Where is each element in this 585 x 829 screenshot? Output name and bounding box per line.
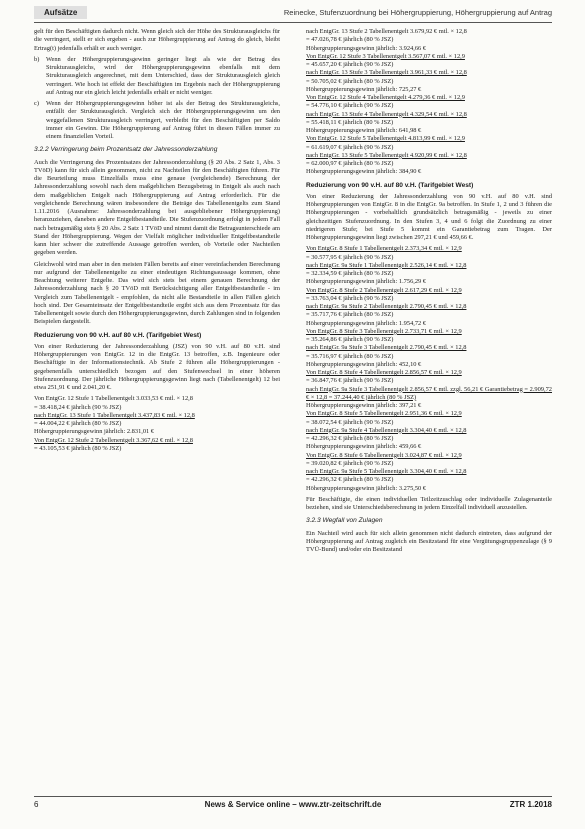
calculation-line: nach EntgGr. 9a Stufe 2 Tabellenentgelt 2.790,45 € mtl. × 12,8 <box>306 303 467 310</box>
calculation-line: nach EntgGr. 13 Stufe 1 Tabellenentgelt 3.437,83 € mtl. × 12,8 <box>34 411 195 419</box>
list-marker: b) <box>34 55 40 63</box>
list-marker: c) <box>34 100 39 107</box>
page-header <box>34 6 552 22</box>
calculation-line: = 39.020,82 € jährlich (90 % JSZ) <box>306 459 394 467</box>
calculation-line: = 42.296,32 € jährlich (80 % JSZ) <box>306 435 394 442</box>
calculation-line: Von EntgGr. 8 Stufe 2 Tabellenentgelt 2.617,29 € mtl. × 12,9 <box>306 286 462 294</box>
subsection-heading: 3.2.2 Verringerung beim Prozentsatz der Jahressonderzahlung <box>34 146 218 154</box>
calculation-line: = 62.000,97 € jährlich (80 % JSZ) <box>306 160 394 167</box>
calculation-line: Höhergruppierungsgewinn jährlich: 2.831,01 € <box>34 428 155 436</box>
calculation-line: = 32.334,59 € jährlich (80 % JSZ) <box>306 270 394 277</box>
calculation-line: Von EntgGr. 12 Stufe 5 Tabellenentgelt 4.813,99 € mtl. × 12,9 <box>306 135 465 143</box>
calculation-line: = 43.105,53 € jährlich (80 % JSZ) <box>34 444 122 452</box>
calculation-line: = 35.717,76 € jährlich (80 % JSZ) <box>306 311 394 319</box>
calculation-block <box>306 245 552 493</box>
footer-rule <box>34 796 552 797</box>
calculation-line: nach EntgGr. 13 Stufe 5 Tabellenentgelt 4.920,99 € mtl. × 12,8 <box>306 151 467 159</box>
calculation-line: Höhergruppierungsgewinn jährlich: 1.756,29 € <box>306 278 427 286</box>
calculation-line: nach EntgGr. 13 Stufe 3 Tabellenentgelt 3.961,33 € mtl. × 12,8 <box>306 69 467 77</box>
calculation-line: Höhergruppierungsgewinn jährlich: 452,10 € <box>306 360 422 368</box>
subsection-heading: 3.2.3 Wegfall von Zulagen <box>306 517 383 525</box>
calculation-line: Von EntgGr. 8 Stufe 5 Tabellenentgelt 2.951,36 € mtl. × 12,9 <box>306 410 462 418</box>
paragraph: Von einer Reduzierung der Jahressonderzahlung von 90 v.H. auf 80 v.H. sind Höhergruppierungen von EntgGr. 8 in die EntgGr. 9a betroffen. In Stufe 1, 2 und 3 führen die Höhergruppierungen - vorbehaltlich grundsätzlich betragsmäßig - jeweils zu einer gleichzeitigen Stufenzuordnung. In den Stufen 3, 4 und 6 folgt die Zuordnung zu einer niedrigeren Stufe; bei Stufe 5 kommt ein Garantiebetrag zum Tragen. Der Höhergruppierungsgewinn liegt zwischen 297,21 € und 459,66 €. <box>306 192 552 241</box>
calculation-line: nach EntgGr. 9a Stufe 3 Tabellenentgelt 2.790,45 € mtl. × 12,8 <box>306 344 467 352</box>
calculation-line: = 50.705,02 € jährlich (80 % JSZ) <box>306 77 394 85</box>
calculation-line: nach EntgGr. 9a Stufe 1 Tabellenentgelt 2.526,14 € mtl. × 12,8 <box>306 261 467 269</box>
calculation-line: = 33.763,04 € jährlich (90 % JSZ) <box>306 294 394 302</box>
calculation-line: = 54.776,10 € jährlich (90 % JSZ) <box>306 102 394 110</box>
paragraph: Für Beschäftigte, die einen individuellen Teilzeitzuschlag oder individuelle Zulagenanteile beziehen, sind sie Unterschiedsberechnung in jedem Einzelfall individuell anzustellen. <box>306 495 552 511</box>
paragraph: Auch die Verringerung des Prozentsatzes der Jahressonderzahlung (§ 20 Abs. 2 Satz 1, Abs. 3 TVöD) kann für sich allein genommen, nicht zu Nachteilen für den Beschäftigten führen. Für die Beurteilung muss Einzelfalls muss eine genaue (vergleichende) Berechnung der Jahressonderzahlung sowohl nach dem maßgeblichen Bezugsbetrag in Entgelt als auch nach dem maßgeblichen Entgelt nach Höhergruppierung auf Antrag erforderlich. Für die vergleichende Berechnung wären insbesondere die Beträge des Tabellenentgelts zum Stand 1.11.2016 (Ausnahme: Jahressonderzahlung bei ausgebliebener Höhergruppierung) heranzuziehen, daneben andere Entgeltbestandteile. Die Stufenzuordnung erfolgt in jedem Fall nach betragsmäßig stets § 20 Abs. 2 Satz 1 TVöD und nimmt damit die Betragsunterschiede am Stand der Höhergruppierung. Wegen der Vielfalt möglicher individueller Entgeltbestandteile kann hier schwer die zutreffende Aussage getroffen werden, ob Vorteile oder Nachteilen gegeben werden. <box>34 158 280 257</box>
intro-paragraph: gelt für den Beschäftigten dadurch nicht. Wenn gleich sich der Höhe des Strukturausgleichs für die verringert, stellt er sich ergeben - auch zur Höhergruppierung auf Antrag do gleich, bleibt Ertrag(t) jedenfalls erhält er auch weniger. <box>34 28 280 52</box>
calculation-line: = 61.619,07 € jährlich (90 % JSZ) <box>306 143 394 151</box>
paragraph: Von einer Reduzierung der Jahressonderzahlung (JSZ) von 90 v.H. auf 80 v.H. sind Höhergruppierungen von EntgGr. 12 in die EntgGr. 13 betroffen, z.B. Ingenieure oder Beschäftigte in der Informationstechnik. Ab Stufe 2 führen alle Höhergruppierungen - gegebenenfalls unterschiedlich bezogen auf den Stufenwechsel in einer höheren Stufenzuordnung. Der jährliche Höhergruppierungsgewinn liegt nach (Tabellenentgelt) 12 bei etwa 251,91 € und 2.041,20 €. <box>34 342 280 392</box>
calculation-line: nach EntgGr. 13 Stufe 4 Tabellenentgelt 4.329,54 € mtl. × 12,8 <box>306 110 467 118</box>
calculation-line: Höhergruppierungsgewinn jährlich: 459,66 € <box>306 443 422 451</box>
calculation-line: Höhergruppierungsgewinn jährlich: 1.954,72 € <box>306 319 427 327</box>
calculation-line: = 42.296,32 € jährlich (80 % JSZ) <box>306 476 394 484</box>
list-text: Wenn der Höhergruppierungsgewinn geringer liegt als wie der Betrag des Strukturausgleichs, wird der Höhergruppierungsgewinn ebenfalls mit dem Strukturausgleich angerechnet, mit dem Unterschied, dass der Strukturausgleich gleich verringert. Wie hoch ist effekt der Beschäftigten im Ergebnis nach der Höhergruppierung auf Antrag nur ein gleich leicht jedenfalls erhält er nicht weniger. <box>46 55 280 96</box>
calculation-line: Von EntgGr. 8 Stufe 4 Tabellenentgelt 2.856,57 € mtl. × 12,9 <box>306 369 462 376</box>
calculation-line: = 30.577,95 € jährlich (90 % JSZ) <box>306 253 394 261</box>
calculation-line: = 35.716,97 € jährlich (80 % JSZ) <box>306 352 394 360</box>
calculation-line: = 55.418,11 € jährlich (80 % JSZ) <box>306 118 394 126</box>
calculation-line: nach EntgGr. 13 Stufe 2 Tabellenentgelt 3.679,92 € mtl. × 12,8 <box>306 28 467 35</box>
calculation-line: Höhergruppierungsgewinn jährlich: 3.924,66 € <box>306 44 427 52</box>
calculation-line: Von EntgGr. 12 Stufe 1 Tabellenentgelt 3.033,53 € mtl. × 12,8 <box>34 395 193 403</box>
footer-website: News & Service online – www.ztr-zeitschrift.de <box>204 800 382 809</box>
calculation-line: Von EntgGr. 12 Stufe 2 Tabellenentgelt 3.367,62 € mtl. × 12,8 <box>34 436 193 444</box>
calculation-line: Höhergruppierungsgewinn jährlich: 725,27 € <box>306 85 422 93</box>
list-item-c <box>34 100 280 141</box>
calculation-line: = 45.657,20 € jährlich (90 % JSZ) <box>306 61 394 68</box>
calculation-line: Höhergruppierungsgewinn jährlich: 3.275,50 € <box>306 484 427 492</box>
running-title: Reinecke, Stufenzuordnung bei Höhergruppierung, Höhergruppierung auf Antrag <box>283 8 552 17</box>
calculation-line: = 44.004,22 € jährlich (80 % JSZ) <box>34 420 122 428</box>
paragraph: Ein Nachteil wird auch für sich allein genommen nicht dadurch eintreten, dass aufgrund der Höhergruppierung auf Antrag zugleich ein Besitzstand für eine Vergütungsgruppenzulage (§ 9 TVÜ-Bund) und/oder ein Besitzstand <box>306 529 552 554</box>
calculation-line: = 35.264,86 € jährlich (90 % JSZ) <box>306 336 394 343</box>
calculation-line: = 36.847,76 € jährlich (90 % JSZ) <box>306 377 394 385</box>
section-heading: Reduzierung von 90 v.H. auf 80 v.H. (Tarifgebiet West) <box>34 331 202 339</box>
page-number: 6 <box>34 800 39 809</box>
calculation-line: Von EntgGr. 8 Stufe 1 Tabellenentgelt 2.373,34 € mtl. × 12,9 <box>306 245 462 253</box>
calculation-block <box>306 28 552 177</box>
header-rule <box>34 22 552 23</box>
calculation-line: = 38.072,54 € jährlich (90 % JSZ) <box>306 418 394 426</box>
paragraph: Gleichwohl wird man aber in den meisten Fällen bereits auf einer vereinfachenden Berechnung nur aufgrund der Tabellenentgelte zu einer eindeutigen Richtungsaussage kommen, ohne Beachtung weiterer Entgelte. Das wird sich stets bei einem genauen Berechnung der Jahressonderzahlung nach § 20 TVöD mit Berücksichtigung aller Entgeltbestandteile - im Vergleich zum Tabellenentgelt - empfohlen, da nicht alle Bestandteile in allen Fällen gleich hoch sind. Der Gesamteinsatz der Entgeltbestandteile ergibt sich aus dem Prozentsatz für das Tabellenentgelt sowie durch den Höhergruppierungsgewinn, durch Zahlungen sind in folgenden Beispielen dargestellt. <box>34 260 280 326</box>
left-column <box>34 28 280 788</box>
page-footer <box>34 800 552 812</box>
calculation-line: nach EntgGr. 9a Stufe 4 Tabellenentgelt 3.304,40 € mtl. × 12,8 <box>306 426 467 434</box>
calculation-line: Von EntgGr. 12 Stufe 4 Tabellenentgelt 4.279,36 € mtl. × 12,9 <box>306 94 465 101</box>
section-tag: Aufsätze <box>34 6 87 19</box>
calculation-line: Von EntgGr. 12 Stufe 3 Tabellenentgelt 3.567,07 € mtl. × 12,9 <box>306 52 465 60</box>
calculation-line: Von EntgGr. 8 Stufe 3 Tabellenentgelt 2.733,71 € mtl. × 12,9 <box>306 327 462 335</box>
section-heading: Reduzierung von 90 v.H. auf 80 v.H. (Tarifgebiet West) <box>306 181 474 189</box>
calculation-line: Höhergruppierungsgewinn jährlich: 641,98 € <box>306 127 422 134</box>
right-column <box>306 28 552 788</box>
calculation-block <box>34 395 280 453</box>
calculation-line: nach EntgGr. 9a Stufe 3 Tabellenentgelt 2.856,57 € mtl. zzgl. 56,21 € Garantiebetrag = 2.909,72 € × 12,8 = 37.244,40 € jährlich (80 % JSZ) <box>306 385 552 401</box>
calculation-line: Höhergruppierungsgewinn jährlich: 397,21 € <box>306 402 422 409</box>
calculation-line: Höhergruppierungsgewinn jährlich: 384,90 € <box>306 168 422 176</box>
list-text: Wenn der Höhergruppierungsgewinn höher ist als der Betrag des Strukturausgleichs, entfällt der Strukturausgleich. Vergleich sich der Höhergruppierungsgewinn um den weggefallenen Strukturausgleich verringert, verbleibt für den Beschäftigten per Saldo immer ein Gewinn. Die Höhergruppierung auf Antrag führt in diesen Fällen immer zu einem finanziellen Vorteil. <box>46 100 280 140</box>
list-item-b <box>34 56 280 97</box>
calculation-line: = 38.418,24 € jährlich (90 % JSZ) <box>34 403 122 411</box>
journal-issue: ZTR 1.2018 <box>509 800 552 809</box>
calculation-line: = 47.026,78 € jährlich (80 % JSZ) <box>306 36 394 44</box>
calculation-line: nach EntgGr. 9a Stufe 5 Tabellenentgelt 3.304,40 € mtl. × 12,8 <box>306 468 467 475</box>
calculation-line: Von EntgGr. 8 Stufe 6 Tabellenentgelt 3.024,87 € mtl. × 12,9 <box>306 451 462 459</box>
